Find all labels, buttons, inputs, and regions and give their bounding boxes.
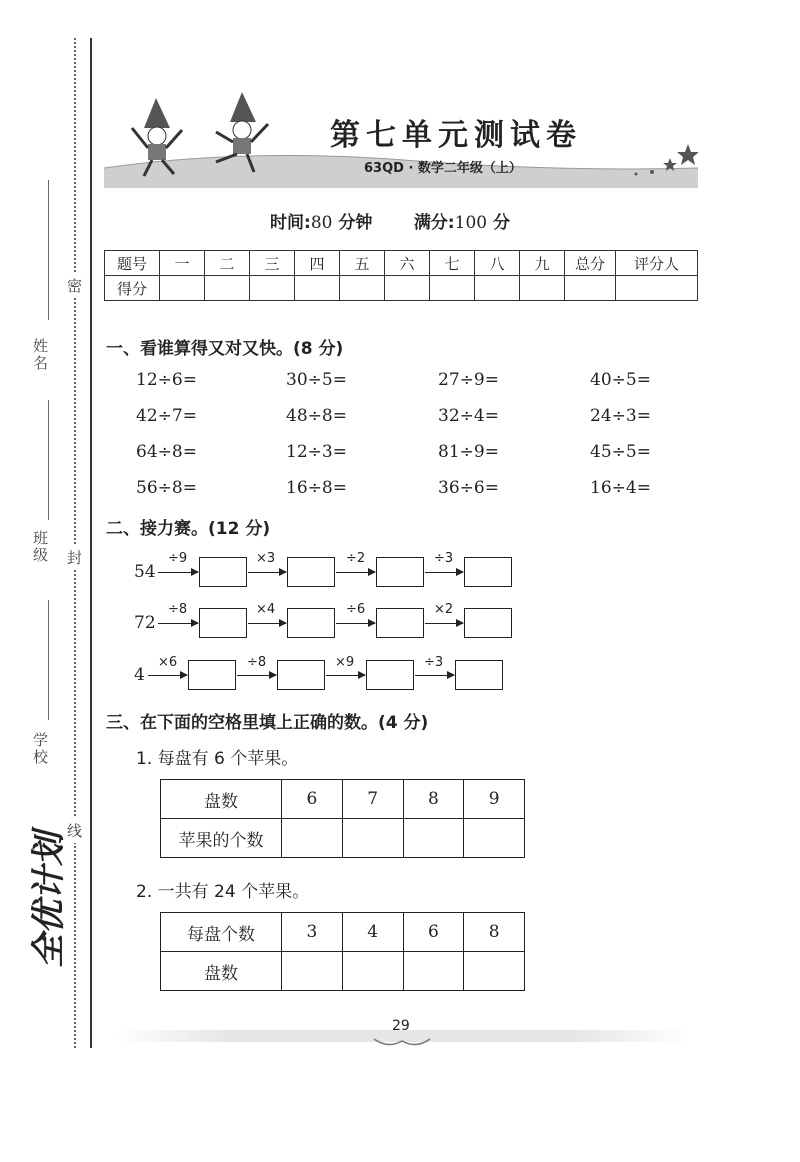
arrow-right-icon (415, 675, 454, 676)
binding-solid-line (90, 38, 92, 1048)
score-entry-cell[interactable] (430, 276, 475, 301)
table-row (161, 819, 525, 858)
calc-problem: 24÷3= (590, 406, 651, 426)
time-score-info (270, 208, 510, 233)
chain-operator: ×3 (256, 551, 276, 566)
section3-title: 三、在下面的空格里填上正确的数。(4 分) (106, 713, 429, 733)
arrow-right-icon (248, 572, 286, 573)
calc-problem: 30÷5= (286, 370, 347, 390)
table-cell: 8 (464, 913, 525, 952)
full-score-unit: 分 (493, 213, 510, 233)
calc-problem: 32÷4= (438, 406, 499, 426)
seal-feng: 封 (67, 545, 82, 570)
full-score-label: 满分: (413, 213, 455, 233)
table-cell: 六 (385, 251, 430, 276)
seal-xian: 线 (67, 818, 82, 843)
calc-problem: 12÷6= (136, 370, 197, 390)
arrow-right-icon (248, 623, 286, 624)
class-underline (48, 400, 49, 520)
name-label: 姓名 (31, 338, 49, 372)
calc-problem: 27÷9= (438, 370, 499, 390)
time-unit: 分钟 (338, 213, 373, 233)
chain-operator: ÷9 (168, 551, 188, 566)
answer-cell[interactable] (403, 952, 464, 991)
answer-cell[interactable] (342, 952, 403, 991)
table-cell: 盘数 (161, 952, 282, 991)
table-row (161, 952, 525, 991)
score-entry-cell[interactable] (250, 276, 295, 301)
answer-box[interactable] (199, 608, 247, 638)
arrow-right-icon (425, 572, 463, 573)
answer-box[interactable] (199, 557, 247, 587)
table-cell: 九 (520, 251, 565, 276)
arrow-right-icon (336, 572, 375, 573)
chain-operator: ÷6 (346, 602, 366, 617)
table-cell: 3 (282, 913, 343, 952)
answer-cell[interactable] (403, 819, 464, 858)
page-subtitle: 63QD · 数学二年级（上） (364, 161, 522, 176)
chain-start-number: 4 (134, 665, 145, 685)
answer-cell[interactable] (342, 819, 403, 858)
score-entry-cell[interactable] (295, 276, 340, 301)
chain-operator: ÷3 (434, 551, 454, 566)
school-underline (48, 600, 49, 720)
calc-problem: 16÷8= (286, 478, 347, 498)
svg-text:全优计划: 全优计划 (29, 832, 69, 968)
score-entry-cell[interactable] (385, 276, 430, 301)
score-table-score-row (105, 276, 698, 301)
table-cell: 三 (250, 251, 295, 276)
section1-title: 一、看谁算得又对又快。(8 分) (106, 339, 344, 359)
answer-cell[interactable] (282, 819, 343, 858)
answer-box[interactable] (376, 608, 424, 638)
chain-operator: ÷8 (247, 655, 267, 670)
answer-cell[interactable] (282, 952, 343, 991)
table-cell: 7 (342, 780, 403, 819)
table-row (161, 913, 525, 952)
score-entry-cell[interactable] (565, 276, 616, 301)
score-entry-cell[interactable] (160, 276, 205, 301)
arrow-right-icon (326, 675, 365, 676)
answer-box[interactable] (455, 660, 503, 690)
time-label: 时间: (270, 213, 311, 233)
page-title: 第七单元测试卷 (330, 118, 582, 153)
table-cell: 题号 (105, 251, 160, 276)
arrow-right-icon (237, 675, 276, 676)
calc-problem: 12÷3= (286, 442, 347, 462)
plates-count-table (160, 912, 525, 991)
table-cell: 4 (342, 913, 403, 952)
chain-operator: ×4 (256, 602, 276, 617)
chain-operator: ×9 (335, 655, 355, 670)
score-entry-cell[interactable] (340, 276, 385, 301)
table-cell: 一 (160, 251, 205, 276)
seal-mi: 密 (67, 273, 82, 298)
answer-cell[interactable] (464, 819, 525, 858)
apples-per-plate-table (160, 779, 525, 858)
arrow-right-icon (158, 572, 198, 573)
score-entry-cell[interactable] (616, 276, 698, 301)
page-number: 29 (392, 1018, 410, 1034)
table-cell: 八 (475, 251, 520, 276)
arrow-right-icon (148, 675, 187, 676)
arrow-right-icon (158, 623, 198, 624)
table-cell: 9 (464, 780, 525, 819)
question-1-text: 1. 每盘有 6 个苹果。 (136, 749, 299, 769)
chain-operator: ÷2 (346, 551, 366, 566)
calc-problem: 45÷5= (590, 442, 651, 462)
chain-operator: ÷3 (424, 655, 444, 670)
chain-start-number: 54 (134, 562, 156, 582)
calc-problem: 81÷9= (438, 442, 499, 462)
answer-cell[interactable] (464, 952, 525, 991)
school-label: 学校 (31, 732, 49, 766)
table-cell: 评分人 (616, 251, 698, 276)
table-cell: 6 (403, 913, 464, 952)
table-cell: 七 (430, 251, 475, 276)
footer-ornament-icon (372, 1034, 432, 1048)
table-cell: 6 (282, 780, 343, 819)
full-score-value: 100 (454, 213, 488, 233)
arrow-right-icon (336, 623, 375, 624)
table-cell: 五 (340, 251, 385, 276)
answer-box[interactable] (287, 557, 335, 587)
answer-box[interactable] (188, 660, 236, 690)
brand-logo (14, 800, 74, 970)
chain-start-number: 72 (134, 613, 156, 633)
calc-problem: 36÷6= (438, 478, 499, 498)
time-value: 80 (310, 213, 333, 233)
table-cell: 盘数 (161, 780, 282, 819)
table-cell: 总分 (565, 251, 616, 276)
answer-box[interactable] (277, 660, 325, 690)
calc-problem: 16÷4= (590, 478, 651, 498)
answer-box[interactable] (464, 608, 512, 638)
chain-operator: ×6 (158, 655, 178, 670)
calc-problem: 40÷5= (590, 370, 651, 390)
table-cell: 8 (403, 780, 464, 819)
answer-box[interactable] (464, 557, 512, 587)
chain-operator: ÷8 (168, 602, 188, 617)
calc-problem: 64÷8= (136, 442, 197, 462)
brand-logo-graphic (14, 800, 74, 970)
table-cell: 四 (295, 251, 340, 276)
section2-title: 二、接力赛。(12 分) (106, 519, 271, 539)
score-entry-cell[interactable] (205, 276, 250, 301)
calc-problem: 56÷8= (136, 478, 197, 498)
calc-problem: 42÷7= (136, 406, 197, 426)
score-entry-cell[interactable] (520, 276, 565, 301)
table-cell: 二 (205, 251, 250, 276)
class-label: 班级 (31, 530, 49, 564)
score-table (104, 250, 698, 301)
name-underline (48, 180, 49, 320)
binding-dotted-line (74, 38, 76, 1048)
answer-box[interactable] (376, 557, 424, 587)
table-cell: 得分 (105, 276, 160, 301)
chain-operator: ×2 (434, 602, 454, 617)
table-cell: 苹果的个数 (161, 819, 282, 858)
arrow-right-icon (425, 623, 463, 624)
answer-box[interactable] (366, 660, 414, 690)
table-cell: 每盘个数 (161, 913, 282, 952)
question-2-text: 2. 一共有 24 个苹果。 (136, 882, 310, 902)
score-entry-cell[interactable] (475, 276, 520, 301)
calc-problem: 48÷8= (286, 406, 347, 426)
score-table-header-row (105, 251, 698, 276)
answer-box[interactable] (287, 608, 335, 638)
table-row (161, 780, 525, 819)
